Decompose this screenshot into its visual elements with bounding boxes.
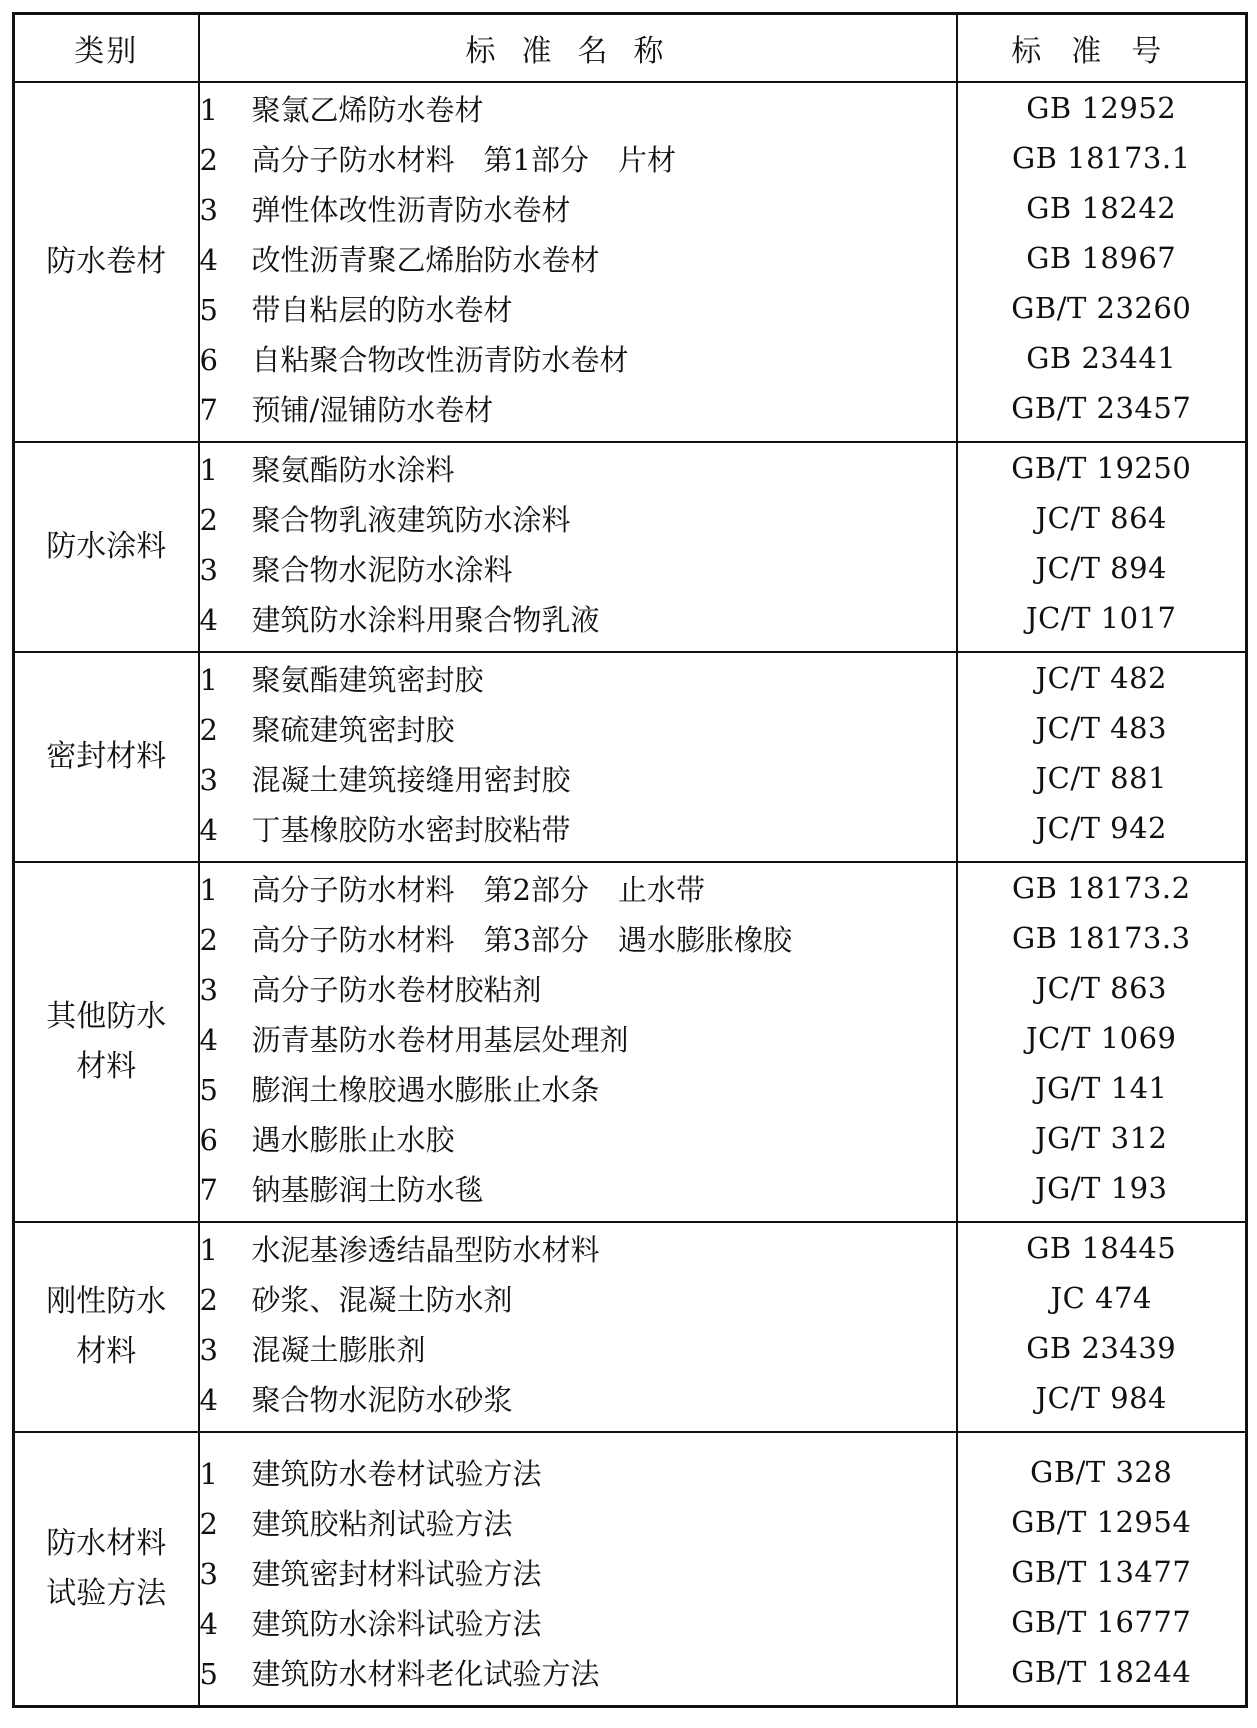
standard-name-cell — [199, 963, 957, 1013]
item-index: 3 — [199, 1332, 218, 1367]
table-row — [14, 1323, 1247, 1373]
item-index: 4 — [199, 1606, 218, 1641]
table-header-row — [14, 14, 1247, 83]
standard-code-cell: GB/T 23457 — [957, 383, 1247, 442]
standard-name-cell — [199, 1273, 957, 1323]
table-row — [14, 1222, 1247, 1273]
standard-code-cell: GB/T 16777 — [957, 1597, 1247, 1647]
item-index: 1 — [199, 1232, 218, 1267]
standard-name: 砂浆、混凝土防水剂 — [251, 1282, 513, 1317]
category-line: 刚性防水 — [46, 1284, 167, 1319]
table-row — [14, 1597, 1247, 1647]
item-index: 3 — [199, 1556, 218, 1591]
category-cell — [14, 1222, 199, 1432]
standard-name: 高分子防水材料 第3部分 遇水膨胀橡胶 — [251, 922, 792, 957]
standard-code-cell: GB/T 18244 — [957, 1647, 1247, 1707]
table-row — [14, 543, 1247, 593]
standard-name-cell — [199, 1163, 957, 1222]
standard-name-cell — [199, 493, 957, 543]
item-index: 1 — [199, 662, 218, 697]
item-index: 4 — [199, 812, 218, 847]
standards-page — [12, 12, 1245, 1712]
table-row — [14, 333, 1247, 383]
table-row — [14, 82, 1247, 133]
standard-name: 高分子防水材料 第2部分 止水带 — [251, 872, 705, 907]
item-index: 4 — [199, 1382, 218, 1417]
standard-name: 混凝土膨胀剂 — [251, 1332, 426, 1367]
standard-name: 高分子防水材料 第1部分 片材 — [251, 142, 676, 177]
table-row — [14, 283, 1247, 333]
standard-code-cell: JC 474 — [957, 1273, 1247, 1323]
standard-code-cell: JC/T 1069 — [957, 1013, 1247, 1063]
item-index: 1 — [199, 452, 218, 487]
standard-name: 自粘聚合物改性沥青防水卷材 — [251, 342, 629, 377]
standard-name-cell — [199, 913, 957, 963]
standard-name-cell — [199, 1222, 957, 1273]
item-index: 6 — [199, 1122, 218, 1157]
standard-code-cell: JC/T 894 — [957, 543, 1247, 593]
standard-name-cell — [199, 1373, 957, 1432]
item-index: 1 — [199, 1456, 218, 1491]
standard-code-cell: GB 12952 — [957, 82, 1247, 133]
table-row — [14, 1113, 1247, 1163]
item-index: 3 — [199, 192, 218, 227]
standard-name: 沥青基防水卷材用基层处理剂 — [251, 1022, 629, 1057]
table-row — [14, 593, 1247, 652]
standard-code-cell: JC/T 984 — [957, 1373, 1247, 1432]
standard-name: 建筑胶粘剂试验方法 — [251, 1506, 513, 1541]
standard-name: 建筑密封材料试验方法 — [251, 1556, 542, 1591]
standard-code-cell: GB/T 12954 — [957, 1497, 1247, 1547]
standard-name-cell — [199, 803, 957, 862]
standard-code-cell: JG/T 193 — [957, 1163, 1247, 1222]
standard-name: 水泥基渗透结晶型防水材料 — [251, 1232, 600, 1267]
standard-name-cell — [199, 1547, 957, 1597]
table-row — [14, 1273, 1247, 1323]
standard-code-cell: JG/T 312 — [957, 1113, 1247, 1163]
standard-name: 带自粘层的防水卷材 — [251, 292, 513, 327]
item-index: 2 — [199, 1506, 218, 1541]
standard-name-cell — [199, 183, 957, 233]
table-row — [14, 652, 1247, 703]
table-row — [14, 1063, 1247, 1113]
item-index: 3 — [199, 552, 218, 587]
standard-name: 建筑防水材料老化试验方法 — [251, 1656, 600, 1691]
standard-code-cell: GB 18173.2 — [957, 862, 1247, 913]
standard-name: 建筑防水卷材试验方法 — [251, 1456, 542, 1491]
table-row — [14, 963, 1247, 1013]
standard-name: 聚合物水泥防水涂料 — [251, 552, 513, 587]
table-row — [14, 183, 1247, 233]
standard-code-cell: GB/T 13477 — [957, 1547, 1247, 1597]
item-index: 2 — [199, 502, 218, 537]
item-index: 1 — [199, 872, 218, 907]
header-code: 标准号 — [957, 14, 1247, 83]
category-cell: 防水涂料 — [14, 442, 199, 652]
standard-name-cell — [199, 442, 957, 493]
table-row — [14, 1547, 1247, 1597]
standard-name-cell — [199, 1323, 957, 1373]
category-line: 防水材料 — [46, 1526, 167, 1561]
standard-name: 聚硫建筑密封胶 — [251, 712, 455, 747]
standard-code-cell: JC/T 881 — [957, 753, 1247, 803]
standard-name: 弹性体改性沥青防水卷材 — [251, 192, 571, 227]
standard-code-cell: GB/T 19250 — [957, 442, 1247, 493]
standard-code-cell: JC/T 863 — [957, 963, 1247, 1013]
standard-code-cell: GB 18445 — [957, 1222, 1247, 1273]
category-line: 材料 — [76, 1334, 137, 1369]
category-line: 其他防水 — [46, 999, 167, 1034]
standard-name: 丁基橡胶防水密封胶粘带 — [251, 812, 571, 847]
standard-name: 建筑防水涂料试验方法 — [251, 1606, 542, 1641]
category-cell — [14, 862, 199, 1222]
item-index: 4 — [199, 242, 218, 277]
standard-name: 高分子防水卷材胶粘剂 — [251, 972, 542, 1007]
item-index: 3 — [199, 972, 218, 1007]
standard-name: 聚合物乳液建筑防水涂料 — [251, 502, 571, 537]
item-index: 2 — [199, 712, 218, 747]
category-cell — [14, 1432, 199, 1707]
standard-name-cell — [199, 593, 957, 652]
standard-name: 聚合物水泥防水砂浆 — [251, 1382, 513, 1417]
standard-name-cell — [199, 1647, 957, 1707]
table-row — [14, 1013, 1247, 1063]
item-index: 6 — [199, 342, 218, 377]
standard-code-cell: GB 18967 — [957, 233, 1247, 283]
standard-name-cell — [199, 652, 957, 703]
standard-code-cell: JC/T 942 — [957, 803, 1247, 862]
standard-name-cell — [199, 543, 957, 593]
standard-name: 聚氨酯防水涂料 — [251, 452, 455, 487]
standard-name-cell — [199, 233, 957, 283]
table-row — [14, 233, 1247, 283]
standard-code-cell: GB 18173.3 — [957, 913, 1247, 963]
table-row — [14, 493, 1247, 543]
table-row — [14, 862, 1247, 913]
standard-code-cell: GB 23441 — [957, 333, 1247, 383]
table-row — [14, 442, 1247, 493]
item-index: 4 — [199, 1022, 218, 1057]
standard-code-cell: GB 18242 — [957, 183, 1247, 233]
table-row — [14, 913, 1247, 963]
item-index: 2 — [199, 142, 218, 177]
standard-code-cell: JC/T 864 — [957, 493, 1247, 543]
table-row — [14, 703, 1247, 753]
standard-name-cell — [199, 383, 957, 442]
item-index: 7 — [199, 1172, 218, 1207]
standard-code-cell: GB 18173.1 — [957, 133, 1247, 183]
standard-name-cell — [199, 1432, 957, 1497]
standard-name-cell — [199, 753, 957, 803]
standard-name: 遇水膨胀止水胶 — [251, 1122, 455, 1157]
table-row — [14, 1432, 1247, 1497]
category-cell: 防水卷材 — [14, 82, 199, 442]
table-row — [14, 753, 1247, 803]
standard-name: 预铺/湿铺防水卷材 — [251, 392, 494, 427]
standard-name-cell — [199, 82, 957, 133]
standard-name-cell — [199, 133, 957, 183]
table-row — [14, 803, 1247, 862]
standard-code-cell: GB/T 23260 — [957, 283, 1247, 333]
standard-name-cell — [199, 703, 957, 753]
standard-name-cell — [199, 1497, 957, 1547]
table-row — [14, 1163, 1247, 1222]
table-row — [14, 133, 1247, 183]
standard-name: 混凝土建筑接缝用密封胶 — [251, 762, 571, 797]
standard-name-cell — [199, 862, 957, 913]
standard-name-cell — [199, 283, 957, 333]
category-cell: 密封材料 — [14, 652, 199, 862]
item-index: 1 — [199, 92, 218, 127]
standard-name: 建筑防水涂料用聚合物乳液 — [251, 602, 600, 637]
item-index: 7 — [199, 392, 218, 427]
standard-name-cell — [199, 1597, 957, 1647]
table-row — [14, 383, 1247, 442]
standard-code-cell: JG/T 141 — [957, 1063, 1247, 1113]
category-line: 试验方法 — [46, 1576, 167, 1611]
standard-name: 膨润土橡胶遇水膨胀止水条 — [251, 1072, 600, 1107]
standard-code-cell: JC/T 483 — [957, 703, 1247, 753]
standard-name-cell — [199, 1113, 957, 1163]
standard-code-cell: GB/T 328 — [957, 1432, 1247, 1497]
table-row — [14, 1497, 1247, 1547]
item-index: 4 — [199, 602, 218, 637]
standard-name-cell — [199, 1063, 957, 1113]
item-index: 5 — [199, 292, 218, 327]
header-name: 标准名称 — [199, 14, 957, 83]
header-category: 类别 — [14, 14, 199, 83]
item-index: 2 — [199, 922, 218, 957]
item-index: 5 — [199, 1656, 218, 1691]
standard-code-cell: JC/T 482 — [957, 652, 1247, 703]
standard-code-cell: JC/T 1017 — [957, 593, 1247, 652]
standards-table — [12, 12, 1248, 1708]
item-index: 5 — [199, 1072, 218, 1107]
standard-name: 改性沥青聚乙烯胎防水卷材 — [251, 242, 600, 277]
standard-name: 聚氯乙烯防水卷材 — [251, 92, 484, 127]
standard-name-cell — [199, 333, 957, 383]
standard-name: 聚氨酯建筑密封胶 — [251, 662, 484, 697]
standard-name: 钠基膨润土防水毯 — [251, 1172, 484, 1207]
category-line: 材料 — [76, 1049, 137, 1084]
table-body — [14, 82, 1247, 1707]
standard-name-cell — [199, 1013, 957, 1063]
item-index: 2 — [199, 1282, 218, 1317]
table-row — [14, 1373, 1247, 1432]
table-row — [14, 1647, 1247, 1707]
standard-code-cell: GB 23439 — [957, 1323, 1247, 1373]
item-index: 3 — [199, 762, 218, 797]
